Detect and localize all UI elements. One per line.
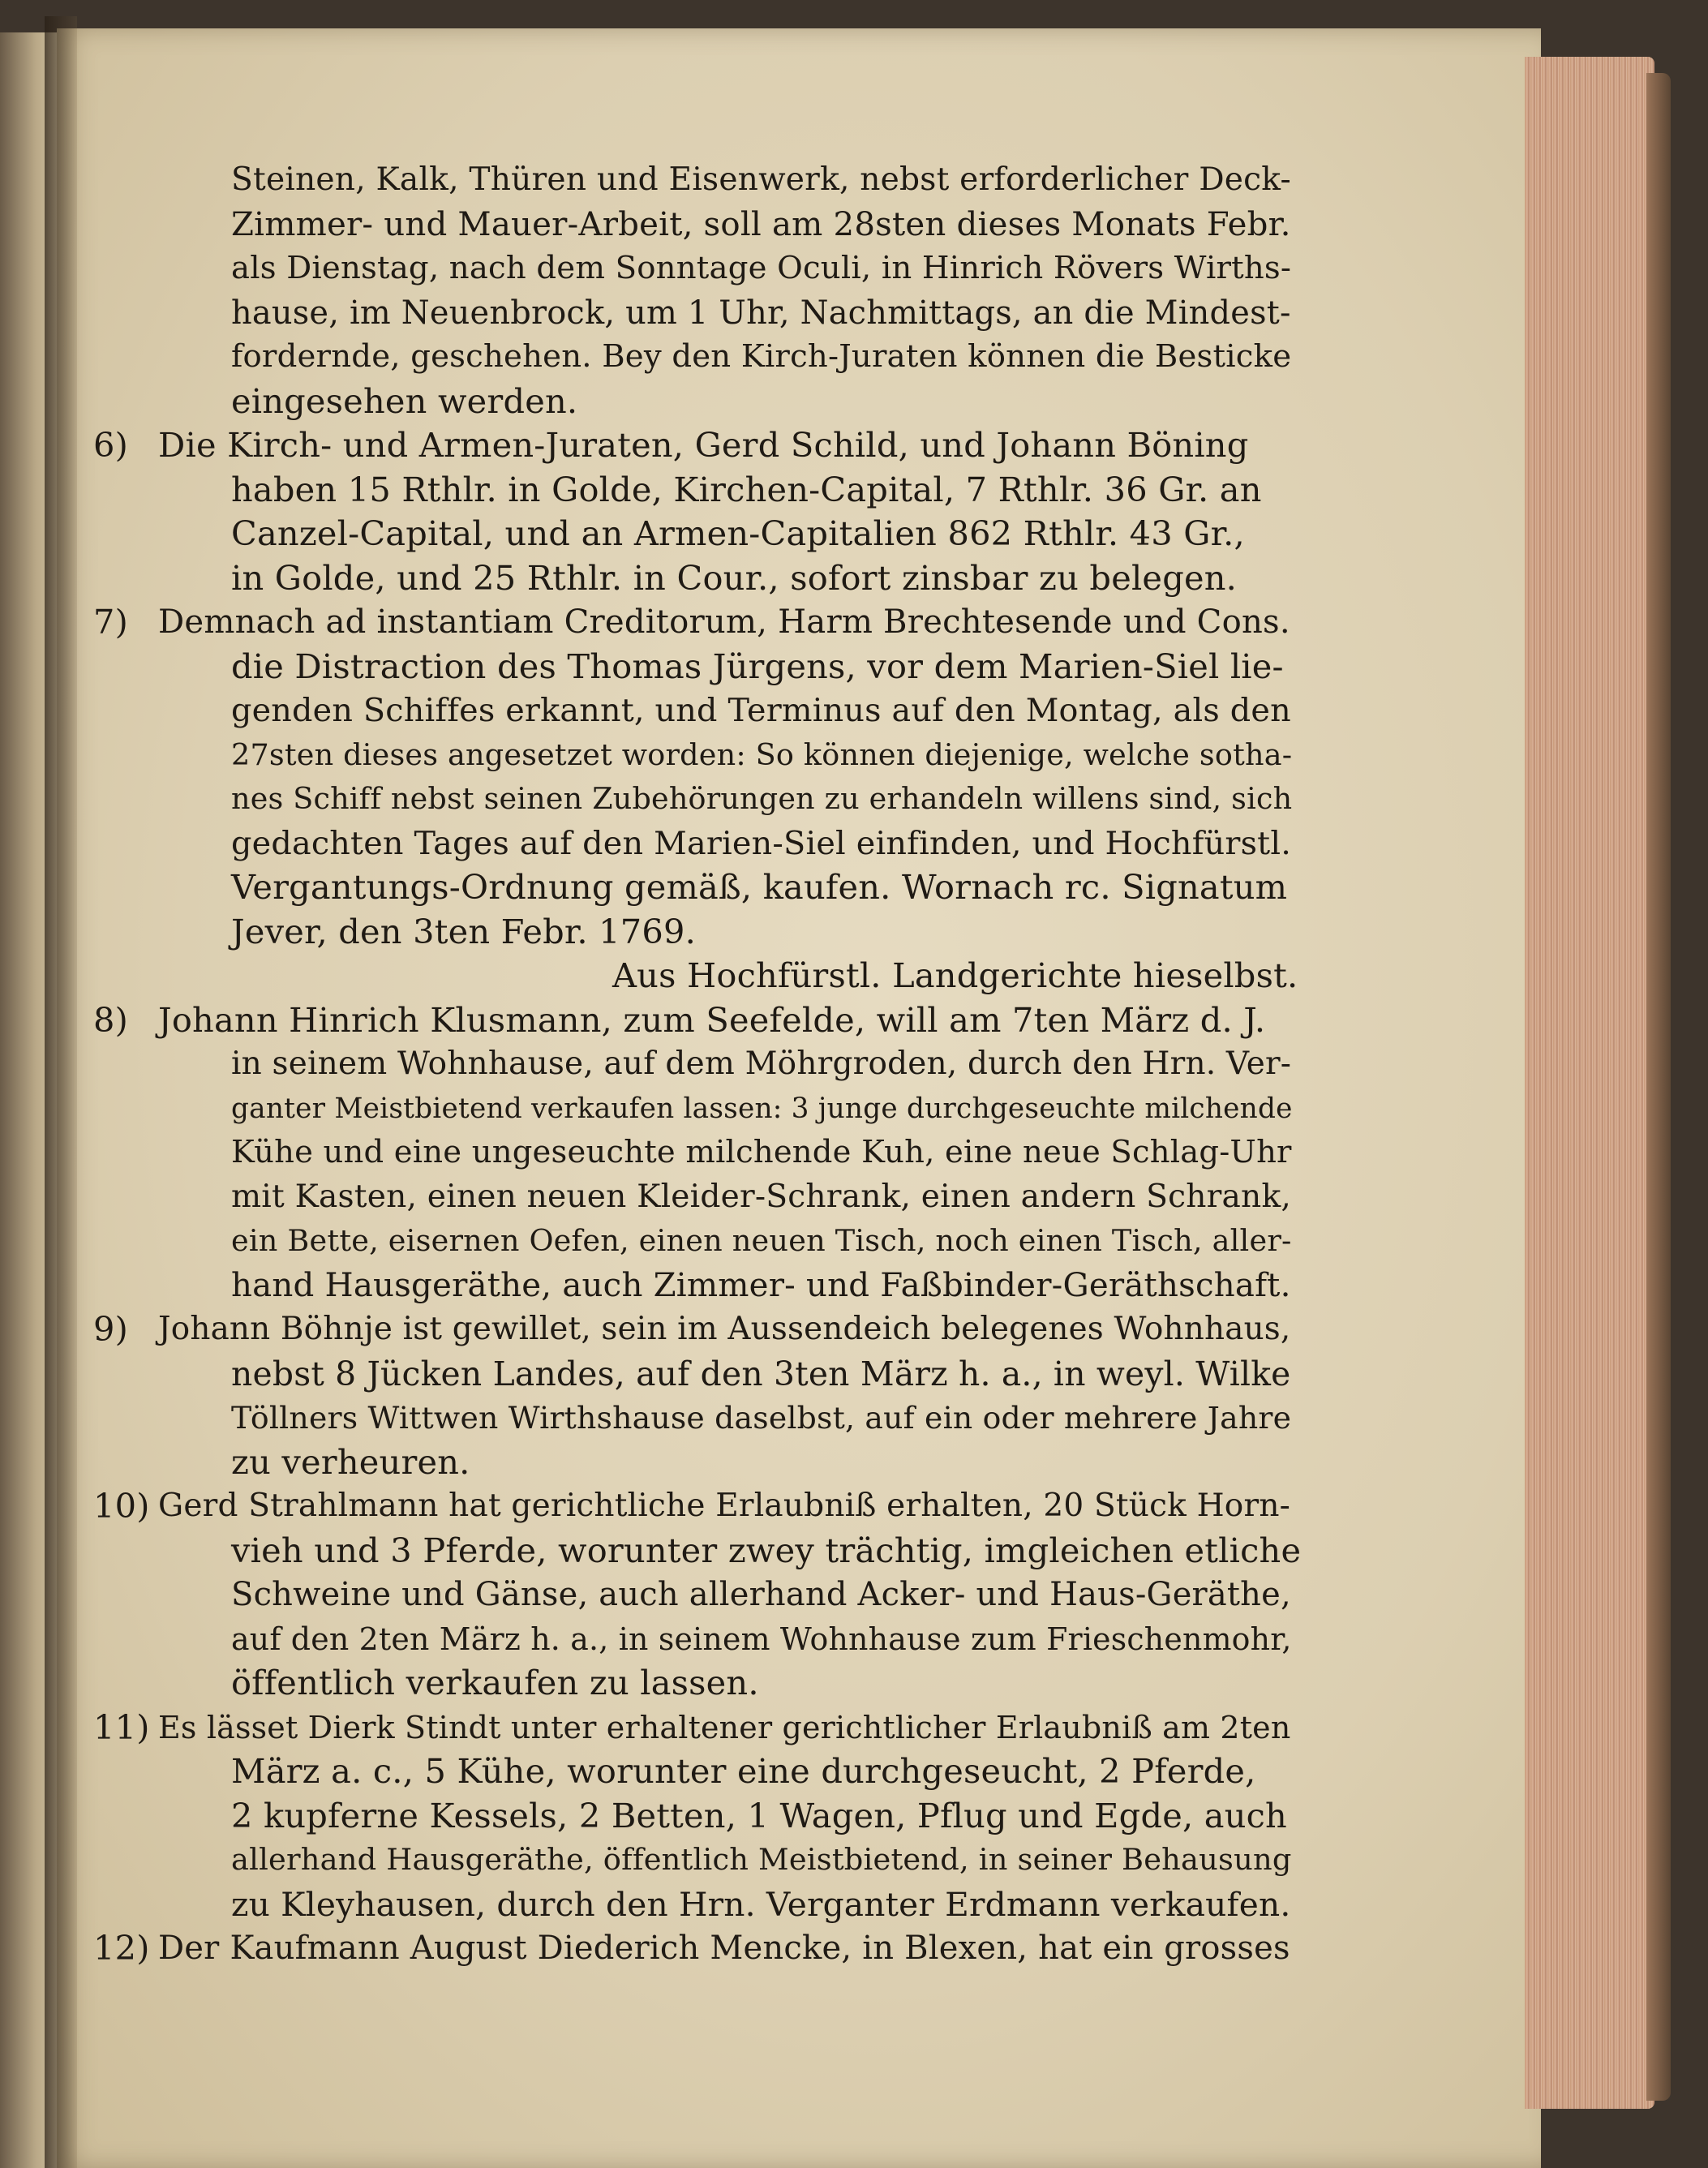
text-line: die Distraction des Thomas Jürgens, vor dem Marien-Siel lie- bbox=[231, 646, 1284, 686]
page-text bbox=[93, 158, 1302, 1971]
text-line: in seinem Wohnhause, auf dem Möhrgroden, durch den Hrn. Ver- bbox=[231, 1045, 1292, 1082]
text-line: auf den 2ten März h. a., in seinem Wohnhause zum Frieschenmohr, bbox=[231, 1621, 1292, 1657]
notice-number: 12) bbox=[93, 1928, 150, 1968]
text-line: mit Kasten, einen neuen Kleider-Schrank, einen andern Schrank, bbox=[231, 1178, 1292, 1215]
text-line: in Golde, und 25 Rthlr. in Cour., sofort zinsbar zu belegen. bbox=[231, 557, 1238, 598]
notice-list bbox=[93, 423, 1302, 1971]
text-line: Der Kaufmann August Diederich Mencke, in Blexen, hat ein grosses bbox=[158, 1930, 1290, 1967]
text-line: Jever, den 3ten Febr. 1769. bbox=[231, 911, 696, 951]
text-line: nes Schiff nebst seinen Zubehörungen zu erhandeln willens sind, sich bbox=[231, 781, 1293, 816]
text-line: gedachten Tages auf den Marien-Siel einfinden, und Hochfürstl. bbox=[231, 824, 1292, 862]
text-line: Johann Böhnje ist gewillet, sein im Aussendeich belegenes Wohnhaus, bbox=[158, 1311, 1291, 1347]
text-line: zu verheuren. bbox=[231, 1441, 470, 1482]
notice-number: 11) bbox=[93, 1706, 150, 1747]
text-line: Vergantungs-Ordnung gemäß, kaufen. Wornach rc. Signatum bbox=[231, 867, 1288, 907]
notice-number: 6) bbox=[93, 425, 128, 465]
notice-item bbox=[93, 1484, 1302, 1706]
notice-item bbox=[93, 423, 1302, 600]
text-line: Zimmer- und Mauer-Arbeit, soll am 28sten dieses Monats Febr. bbox=[231, 205, 1291, 243]
gutter-shadow bbox=[45, 16, 77, 2168]
text-line: Schweine und Gänse, auch allerhand Acker- und Haus-Geräthe, bbox=[231, 1576, 1291, 1613]
notice-number: 10) bbox=[93, 1486, 150, 1526]
notice-item bbox=[93, 1926, 1302, 1971]
notice-number: 7) bbox=[93, 602, 128, 642]
text-line: hause, im Neuenbrock, um 1 Uhr, Nachmittags, an die Mindest- bbox=[231, 294, 1291, 332]
text-line: ein Bette, eisernen Oefen, einen neuen Tisch, noch einen Tisch, aller- bbox=[231, 1223, 1292, 1258]
text-line: nebst 8 Jücken Landes, auf den 3ten März h. a., in weyl. Wilke bbox=[231, 1354, 1291, 1393]
text-line: vieh und 3 Pferde, worunter zwey trächtig, imgleichen etliche bbox=[231, 1530, 1302, 1570]
notice-item bbox=[93, 1307, 1302, 1484]
signoff-line: Aus Hochfürstl. Landgerichte hieselbst. bbox=[612, 955, 1298, 995]
text-line: März a. c., 5 Kühe, worunter eine durchgeseucht, 2 Pferde, bbox=[231, 1751, 1256, 1791]
text-line: Kühe und eine ungeseuchte milchende Kuh, eine neue Schlag-Uhr bbox=[231, 1134, 1292, 1170]
text-line: als Dienstag, nach dem Sonntage Oculi, in Hinrich Rövers Wirths- bbox=[231, 250, 1292, 286]
notice-item bbox=[93, 1706, 1302, 1927]
text-line: haben 15 Rthlr. in Golde, Kirchen-Capital, 7 Rthlr. 36 Gr. an bbox=[231, 469, 1262, 509]
text-line: ganter Meistbietend verkaufen lassen: 3 junge durchgeseuchte milchende bbox=[231, 1092, 1293, 1125]
notice-item bbox=[93, 998, 1302, 1308]
text-line: Töllners Wittwen Wirthshause daselbst, auf ein oder mehrere Jahre bbox=[231, 1400, 1292, 1436]
text-line: Gerd Strahlmann hat gerichtliche Erlaubniß erhalten, 20 Stück Horn- bbox=[158, 1488, 1291, 1524]
text-line: zu Kleyhausen, durch den Hrn. Verganter Erdmann verkaufen. bbox=[231, 1884, 1291, 1924]
page-block-edge bbox=[1525, 57, 1654, 2109]
text-line: öffentlich verkaufen zu lassen. bbox=[231, 1663, 759, 1702]
continuation-paragraph bbox=[158, 158, 1302, 423]
text-line: allerhand Hausgeräthe, öffentlich Meistbietend, in seiner Behausung bbox=[231, 1842, 1292, 1877]
text-line: Die Kirch- und Armen-Juraten, Gerd Schild, und Johann Böning bbox=[158, 425, 1249, 465]
book-cover-edge bbox=[1646, 73, 1671, 2101]
text-line: hand Hausgeräthe, auch Zimmer- und Faßbinder-Geräthschaft. bbox=[231, 1265, 1291, 1304]
text-line: Johann Hinrich Klusmann, zum Seefelde, will am 7ten März d. J. bbox=[158, 999, 1266, 1040]
text-line: Demnach ad instantiam Creditorum, Harm Brechtesende und Cons. bbox=[158, 603, 1290, 641]
text-line: genden Schiffes erkannt, und Terminus auf den Montag, als den bbox=[231, 692, 1291, 729]
notice-item bbox=[93, 600, 1302, 998]
text-line: Canzel-Capital, und an Armen-Capitalien 862 Rthlr. 43 Gr., bbox=[231, 513, 1245, 553]
text-line: Steinen, Kalk, Thüren und Eisenwerk, nebst erforderlicher Deck- bbox=[231, 161, 1291, 198]
text-line: 27sten dieses angesetzet worden: So können diejenige, welche sotha- bbox=[231, 736, 1293, 772]
text-line: fordernde, geschehen. Bey den Kirch-Juraten können die Besticke bbox=[231, 338, 1292, 375]
text-line: 2 kupferne Kessels, 2 Betten, 1 Wagen, Pflug und Egde, auch bbox=[231, 1795, 1287, 1835]
notice-number: 8) bbox=[93, 999, 128, 1040]
text-line: Es lässet Dierk Stindt unter erhaltener gerichtlicher Erlaubniß am 2ten bbox=[158, 1709, 1291, 1745]
text-line: eingesehen werden. bbox=[231, 380, 578, 421]
notice-number: 9) bbox=[93, 1309, 128, 1349]
